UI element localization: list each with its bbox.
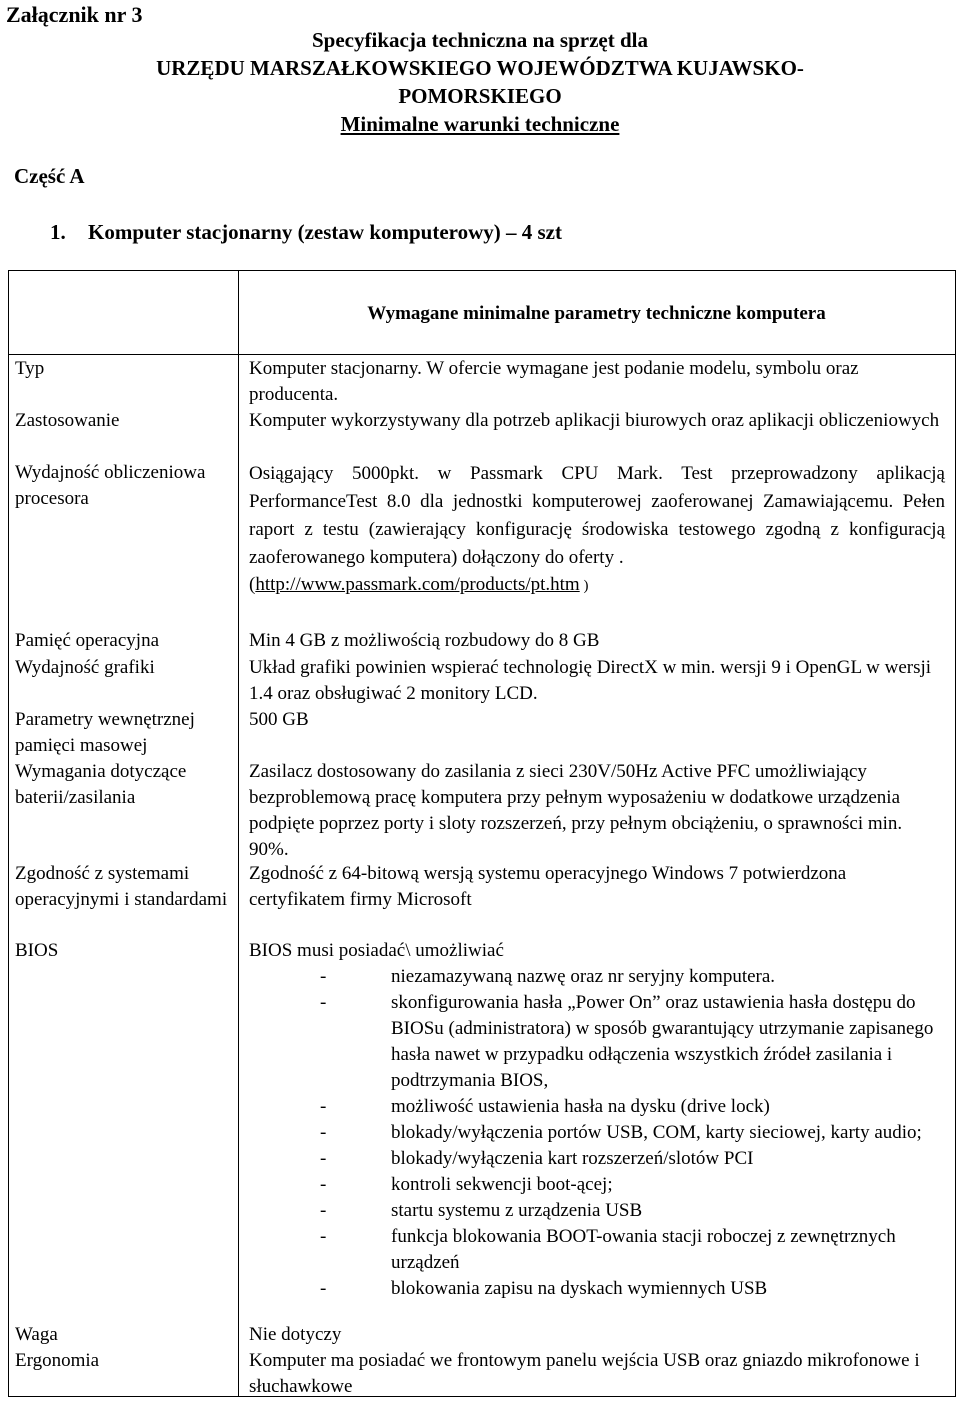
- row-value: Zgodność z 64-bitową wersją systemu operacyjnego Windows 7 potwierdzona certyfikatem firmy Microsoft: [249, 863, 847, 910]
- row-value: Zasilacz dostosowany do zasilania z sieci 230V/50Hz Active PFC umożliwiający bezproblemową pracę komputera przy pełnym wyposażeniu w dodatkowe urządzenia podpięte poprzez porty i sloty rozszerzeń, przy pełnym obciążeniu, o sprawności min. 90%.: [249, 761, 903, 860]
- link-close-paren: ): [579, 578, 589, 594]
- document-title: [0, 26, 960, 138]
- row-label: Waga: [15, 1324, 58, 1345]
- section-number: 1.: [50, 220, 66, 244]
- dash-marker: -: [320, 1096, 327, 1117]
- bios-intro: BIOS musi posiadać\ umożliwiać: [249, 940, 504, 961]
- dash-marker: -: [320, 1200, 327, 1221]
- list-item: - możliwość ustawienia hasła na dysku (drive lock): [320, 1094, 945, 1120]
- column-divider: [238, 271, 239, 1396]
- dash-marker: -: [320, 1226, 327, 1247]
- dash-marker: -: [320, 1148, 327, 1169]
- title-line-2: URZĘDU MARSZAŁKOWSKIEGO WOJEWÓDZTWA KUJAWSKO-: [156, 56, 804, 80]
- row-label: Ergonomia: [15, 1350, 100, 1371]
- row-label: Typ: [15, 358, 45, 379]
- section-heading: [50, 220, 562, 245]
- list-item: - blokady/wyłączenia portów USB, COM, karty sieciowej, karty audio;: [320, 1120, 945, 1146]
- annex-number: Załącznik nr 3: [6, 2, 143, 27]
- table-header: [9, 271, 955, 355]
- list-item: - skonfigurowania hasła „Power On” oraz ustawienia hasła dostępu do BIOSu (administratora) w sposób gwarantujący utrzymanie zapisanego hasła nawet w przypadku odłączenia wszystkich źródeł zasilania i podtrzymania BIOS,: [320, 992, 934, 1091]
- dash-marker: -: [320, 992, 327, 1013]
- dash-marker: -: [320, 966, 327, 987]
- row-label: Pamięć operacyjna: [15, 630, 160, 651]
- section-title: Komputer stacjonarny (zestaw komputerowy) – 4 szt: [88, 220, 562, 244]
- row-value: Komputer wykorzystywany dla potrzeb aplikacji biurowych oraz aplikacji obliczeniowych: [249, 410, 940, 431]
- list-item: - funkcja blokowania BOOT-owania stacji roboczej z zewnętrznych urządzeń: [320, 1226, 896, 1273]
- row-value: Nie dotyczy: [249, 1324, 342, 1345]
- table-header-title: Wymagane minimalne parametry techniczne komputera: [367, 303, 826, 324]
- link-open-paren: (: [249, 574, 256, 595]
- list-item: - blokowania zapisu na dyskach wymiennych USB: [320, 1276, 945, 1302]
- list-item: - blokady/wyłączenia kart rozszerzeń/slotów PCI: [320, 1146, 945, 1172]
- row-label: BIOS: [15, 940, 59, 961]
- list-item: - startu systemu z urządzenia USB: [320, 1198, 945, 1224]
- row-value: Komputer ma posiadać we frontowym panelu wejścia USB oraz gniazdo mikrofonowe i słuchawkowe: [249, 1350, 920, 1397]
- title-line-1: Specyfikacja techniczna na sprzęt dla: [312, 28, 648, 52]
- bios-requirements-list: [249, 964, 945, 1302]
- row-label: Wymagania dotyczące baterii/zasilania: [15, 761, 187, 808]
- dash-marker: -: [320, 1278, 327, 1299]
- list-item: - kontroli sekwencji boot-ącej;: [320, 1172, 945, 1198]
- dash-marker: -: [320, 1174, 327, 1195]
- passmark-link-line: [249, 572, 945, 599]
- spec-table: [8, 270, 956, 1397]
- list-item: - niezamazywaną nazwę oraz nr seryjny komputera.: [320, 964, 945, 990]
- title-line-3: POMORSKIEGO: [398, 84, 562, 108]
- row-value: [249, 938, 945, 1302]
- row-label: Zgodność z systemami operacyjnymi i standardami: [15, 863, 228, 910]
- part-heading: Część A: [14, 164, 85, 188]
- row-value: Komputer stacjonarny. W ofercie wymagane jest podanie modelu, symbolu oraz producenta.: [249, 358, 859, 405]
- row-label: Wydajność grafiki: [15, 657, 155, 678]
- row-label: Parametry wewnętrznej pamięci masowej: [15, 709, 195, 756]
- row-label: Zastosowanie: [15, 410, 120, 431]
- row-value: Min 4 GB z możliwością rozbudowy do 8 GB: [249, 630, 600, 651]
- row-label: Wydajność obliczeniowa procesora: [15, 462, 206, 509]
- passmark-link[interactable]: http://www.passmark.com/products/pt.htm: [255, 574, 580, 595]
- subtitle-minimum-conditions: Minimalne warunki techniczne: [340, 112, 620, 136]
- cpu-requirement-text: Osiągający 5000pkt. w Passmark CPU Mark. Test przeprowadzony aplikacją PerformanceTest 8.0 dla jednostki komputerowej zaoferowanej Zamawiającemu. Pełen raport z testu (zawierający konfigurację środowiska testowego zgodną z konfiguracją zaoferowanego komputera) dołączony do oferty .: [249, 463, 945, 568]
- row-value: Układ grafiki powinien wspierać technologię DirectX w min. wersji 9 i OpenGL w wersji 1.4 oraz obsługiwać 2 monitory LCD.: [249, 657, 932, 704]
- dash-marker: -: [320, 1122, 327, 1143]
- row-value: 500 GB: [249, 709, 309, 730]
- row-value: [249, 460, 945, 599]
